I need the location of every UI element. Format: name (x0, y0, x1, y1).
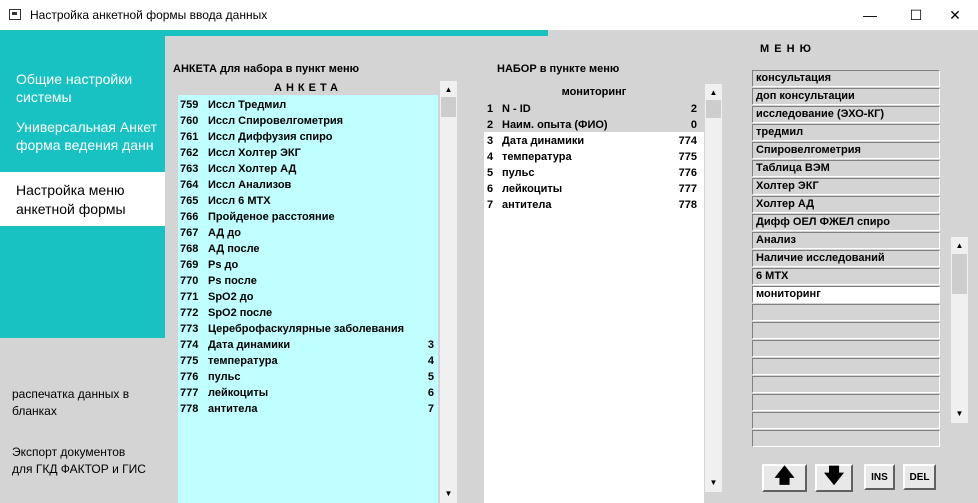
row-name: Иссл Тредмил (208, 99, 287, 111)
menu-item[interactable] (752, 412, 940, 429)
list-item[interactable] (484, 165, 700, 181)
row-value: 775 (678, 151, 697, 163)
menu-item[interactable]: исследование (ЭХО-КГ) (752, 106, 940, 123)
row-value: 0 (690, 119, 697, 131)
row-number: 2 (487, 119, 494, 131)
row-name: Пройденое расстояние (208, 211, 335, 223)
row-id: 775 (180, 355, 199, 367)
insert-button[interactable]: INS (864, 464, 895, 490)
row-name: лейкоциты (502, 183, 563, 195)
menu-item[interactable] (752, 430, 940, 447)
list-item[interactable] (178, 97, 438, 113)
row-name: Иссл Холтер АД (208, 163, 297, 175)
row-id: 760 (180, 115, 199, 127)
row-id: 769 (180, 259, 199, 271)
list-item[interactable] (178, 177, 438, 193)
row-name: Дата динамики (502, 135, 585, 147)
menu-label: М Е Н Ю (760, 43, 812, 55)
menu-item[interactable] (752, 322, 940, 339)
list-item[interactable] (178, 241, 438, 257)
row-value: 777 (678, 183, 697, 195)
row-name: температура (208, 355, 278, 367)
list-item[interactable] (484, 117, 700, 133)
row-name: температура (502, 151, 572, 163)
row-number: 5 (487, 167, 494, 179)
maximize-button[interactable]: ☐ (909, 6, 923, 23)
menu-item[interactable] (752, 304, 940, 321)
menu-item[interactable]: тредмил (752, 124, 940, 141)
scroll-up-arrow[interactable]: ▲ (709, 87, 718, 97)
row-name: SpO2 после (208, 307, 273, 319)
row-value: 7 (427, 403, 434, 415)
menu-item[interactable] (752, 340, 940, 357)
window-title: Настройка анкетной формы ввода данных (30, 8, 268, 22)
anketa-rows (178, 97, 438, 427)
list-item[interactable] (178, 337, 438, 353)
menu-item[interactable]: Дифф ОЕЛ ФЖЕЛ спиро (752, 214, 940, 231)
app-icon (9, 9, 21, 20)
menu-scrollbar[interactable] (951, 237, 968, 423)
list-item[interactable] (484, 133, 700, 149)
anketa-scrollbar[interactable] (440, 81, 457, 503)
list-item[interactable] (178, 257, 438, 273)
row-name: Цереброфаскулярные заболевания (208, 323, 405, 335)
menu-item[interactable]: 6 МТХ (752, 268, 940, 285)
row-name: Иссл Диффузия спиро (208, 131, 333, 143)
anketa-label: АНКЕТА для набора в пункт меню (173, 63, 360, 75)
row-number: 7 (487, 199, 494, 211)
scroll-down-arrow[interactable]: ▼ (955, 408, 964, 418)
scroll-down-arrow[interactable]: ▼ (709, 477, 718, 487)
row-id: 770 (180, 275, 199, 287)
menu-item[interactable] (752, 376, 940, 393)
row-value: 2 (690, 103, 697, 115)
list-item[interactable] (484, 197, 700, 213)
list-item[interactable] (178, 129, 438, 145)
row-value: 3 (427, 339, 434, 351)
row-id: 759 (180, 99, 199, 111)
row-name: N - ID (502, 103, 531, 115)
menu-item[interactable]: Спировелгометрия (752, 142, 940, 159)
row-id: 778 (180, 403, 199, 415)
row-name: антитела (208, 403, 258, 415)
row-name: SpO2 до (208, 291, 254, 303)
list-item[interactable] (178, 353, 438, 369)
list-item[interactable] (178, 225, 438, 241)
row-id: 777 (180, 387, 199, 399)
menu-item[interactable]: мониторинг (752, 286, 940, 303)
menu-item[interactable]: Наличие исследований (752, 250, 940, 267)
list-item[interactable] (178, 273, 438, 289)
row-number: 3 (487, 135, 494, 147)
row-number: 4 (487, 151, 494, 163)
move-up-button[interactable]: 🡅 (762, 464, 807, 492)
menu-item[interactable]: доп консультации (752, 88, 940, 105)
menu-item[interactable]: Холтер АД (752, 196, 940, 213)
list-item[interactable] (178, 145, 438, 161)
row-number: 6 (487, 183, 494, 195)
list-item[interactable] (178, 401, 438, 417)
row-value: 774 (678, 135, 697, 147)
scroll-thumb[interactable] (952, 254, 967, 294)
row-value: 778 (678, 199, 697, 211)
row-id: 766 (180, 211, 199, 223)
sidebar-item-general-settings[interactable]: Общие настройки системы (16, 71, 133, 105)
scroll-thumb[interactable] (706, 100, 721, 118)
delete-button[interactable]: DEL (903, 464, 936, 490)
row-name: Ps после (208, 275, 257, 287)
sidebar-item-print-forms[interactable]: распечатка данных в бланках (12, 387, 130, 418)
row-id: 767 (180, 227, 199, 239)
row-id: 763 (180, 163, 199, 175)
row-id: 773 (180, 323, 199, 335)
row-value: 6 (427, 387, 434, 399)
sidebar-item-export[interactable]: Экспорт документов для ГКД ФАКТОР и ГИС (12, 445, 146, 476)
list-item[interactable] (178, 161, 438, 177)
row-name: Дата динамики (208, 339, 291, 351)
row-value: 776 (678, 167, 697, 179)
nabor-label: НАБОР в пункте меню (497, 63, 620, 75)
list-item[interactable] (178, 289, 438, 305)
sidebar-item-menu-setup[interactable]: Настройка меню анкетной формы (16, 182, 126, 217)
row-id: 771 (180, 291, 199, 303)
menu-item[interactable]: Таблица ВЭМ (752, 160, 940, 177)
list-item[interactable] (178, 321, 438, 337)
list-item[interactable] (178, 385, 438, 401)
row-id: 764 (180, 179, 199, 191)
list-item[interactable] (178, 113, 438, 129)
row-id: 765 (180, 195, 199, 207)
row-id: 762 (180, 147, 199, 159)
row-name: АД до (208, 227, 241, 239)
row-id: 774 (180, 339, 199, 351)
row-name: пульс (208, 371, 241, 383)
row-name: антитела (502, 199, 552, 211)
row-number: 1 (487, 103, 494, 115)
scroll-thumb[interactable] (441, 97, 456, 117)
scroll-down-arrow[interactable]: ▼ (444, 488, 453, 498)
row-id: 776 (180, 371, 199, 383)
list-item[interactable] (178, 369, 438, 385)
row-name: Иссл 6 МТХ (208, 195, 271, 207)
row-name: лейкоциты (208, 387, 269, 399)
row-name: пульс (502, 167, 535, 179)
list-item[interactable] (484, 149, 700, 165)
move-down-button[interactable]: 🡇 (815, 464, 853, 492)
row-name: Иссл Спировелгометрия (208, 115, 344, 127)
minimize-button[interactable]: — (863, 7, 877, 23)
menu-item[interactable]: Холтер ЭКГ (752, 178, 940, 195)
list-item[interactable] (178, 209, 438, 225)
row-id: 768 (180, 243, 199, 255)
row-value: 4 (427, 355, 434, 367)
row-name: АД после (208, 243, 260, 255)
anketa-column-header: АНКЕТА (178, 81, 438, 95)
list-item[interactable] (178, 193, 438, 209)
nabor-title: мониторинг (561, 86, 627, 98)
scroll-up-arrow[interactable]: ▲ (444, 84, 453, 94)
row-id: 772 (180, 307, 199, 319)
close-button[interactable]: ✕ (949, 6, 961, 23)
nabor-scrollbar[interactable] (705, 84, 722, 492)
menu-item[interactable]: консультация (752, 70, 940, 87)
menu-item[interactable] (752, 358, 940, 375)
menu-item[interactable]: Анализ (752, 232, 940, 249)
sidebar-item-universal-form[interactable]: Универсальная Анкет форма ведения данн (16, 119, 157, 153)
scroll-up-arrow[interactable]: ▲ (955, 240, 964, 250)
row-name: Иссл Анализов (208, 179, 292, 191)
row-value: 5 (427, 371, 434, 383)
row-name: Иссл Холтер ЭКГ (208, 147, 301, 159)
row-name: Наим. опыта (ФИО) (502, 119, 608, 131)
row-name: Ps до (208, 259, 239, 271)
menu-item[interactable] (752, 394, 940, 411)
list-item[interactable] (178, 305, 438, 321)
row-id: 761 (180, 131, 199, 143)
list-item[interactable] (484, 181, 700, 197)
menu-list[interactable] (752, 70, 940, 450)
list-item[interactable] (484, 101, 700, 117)
